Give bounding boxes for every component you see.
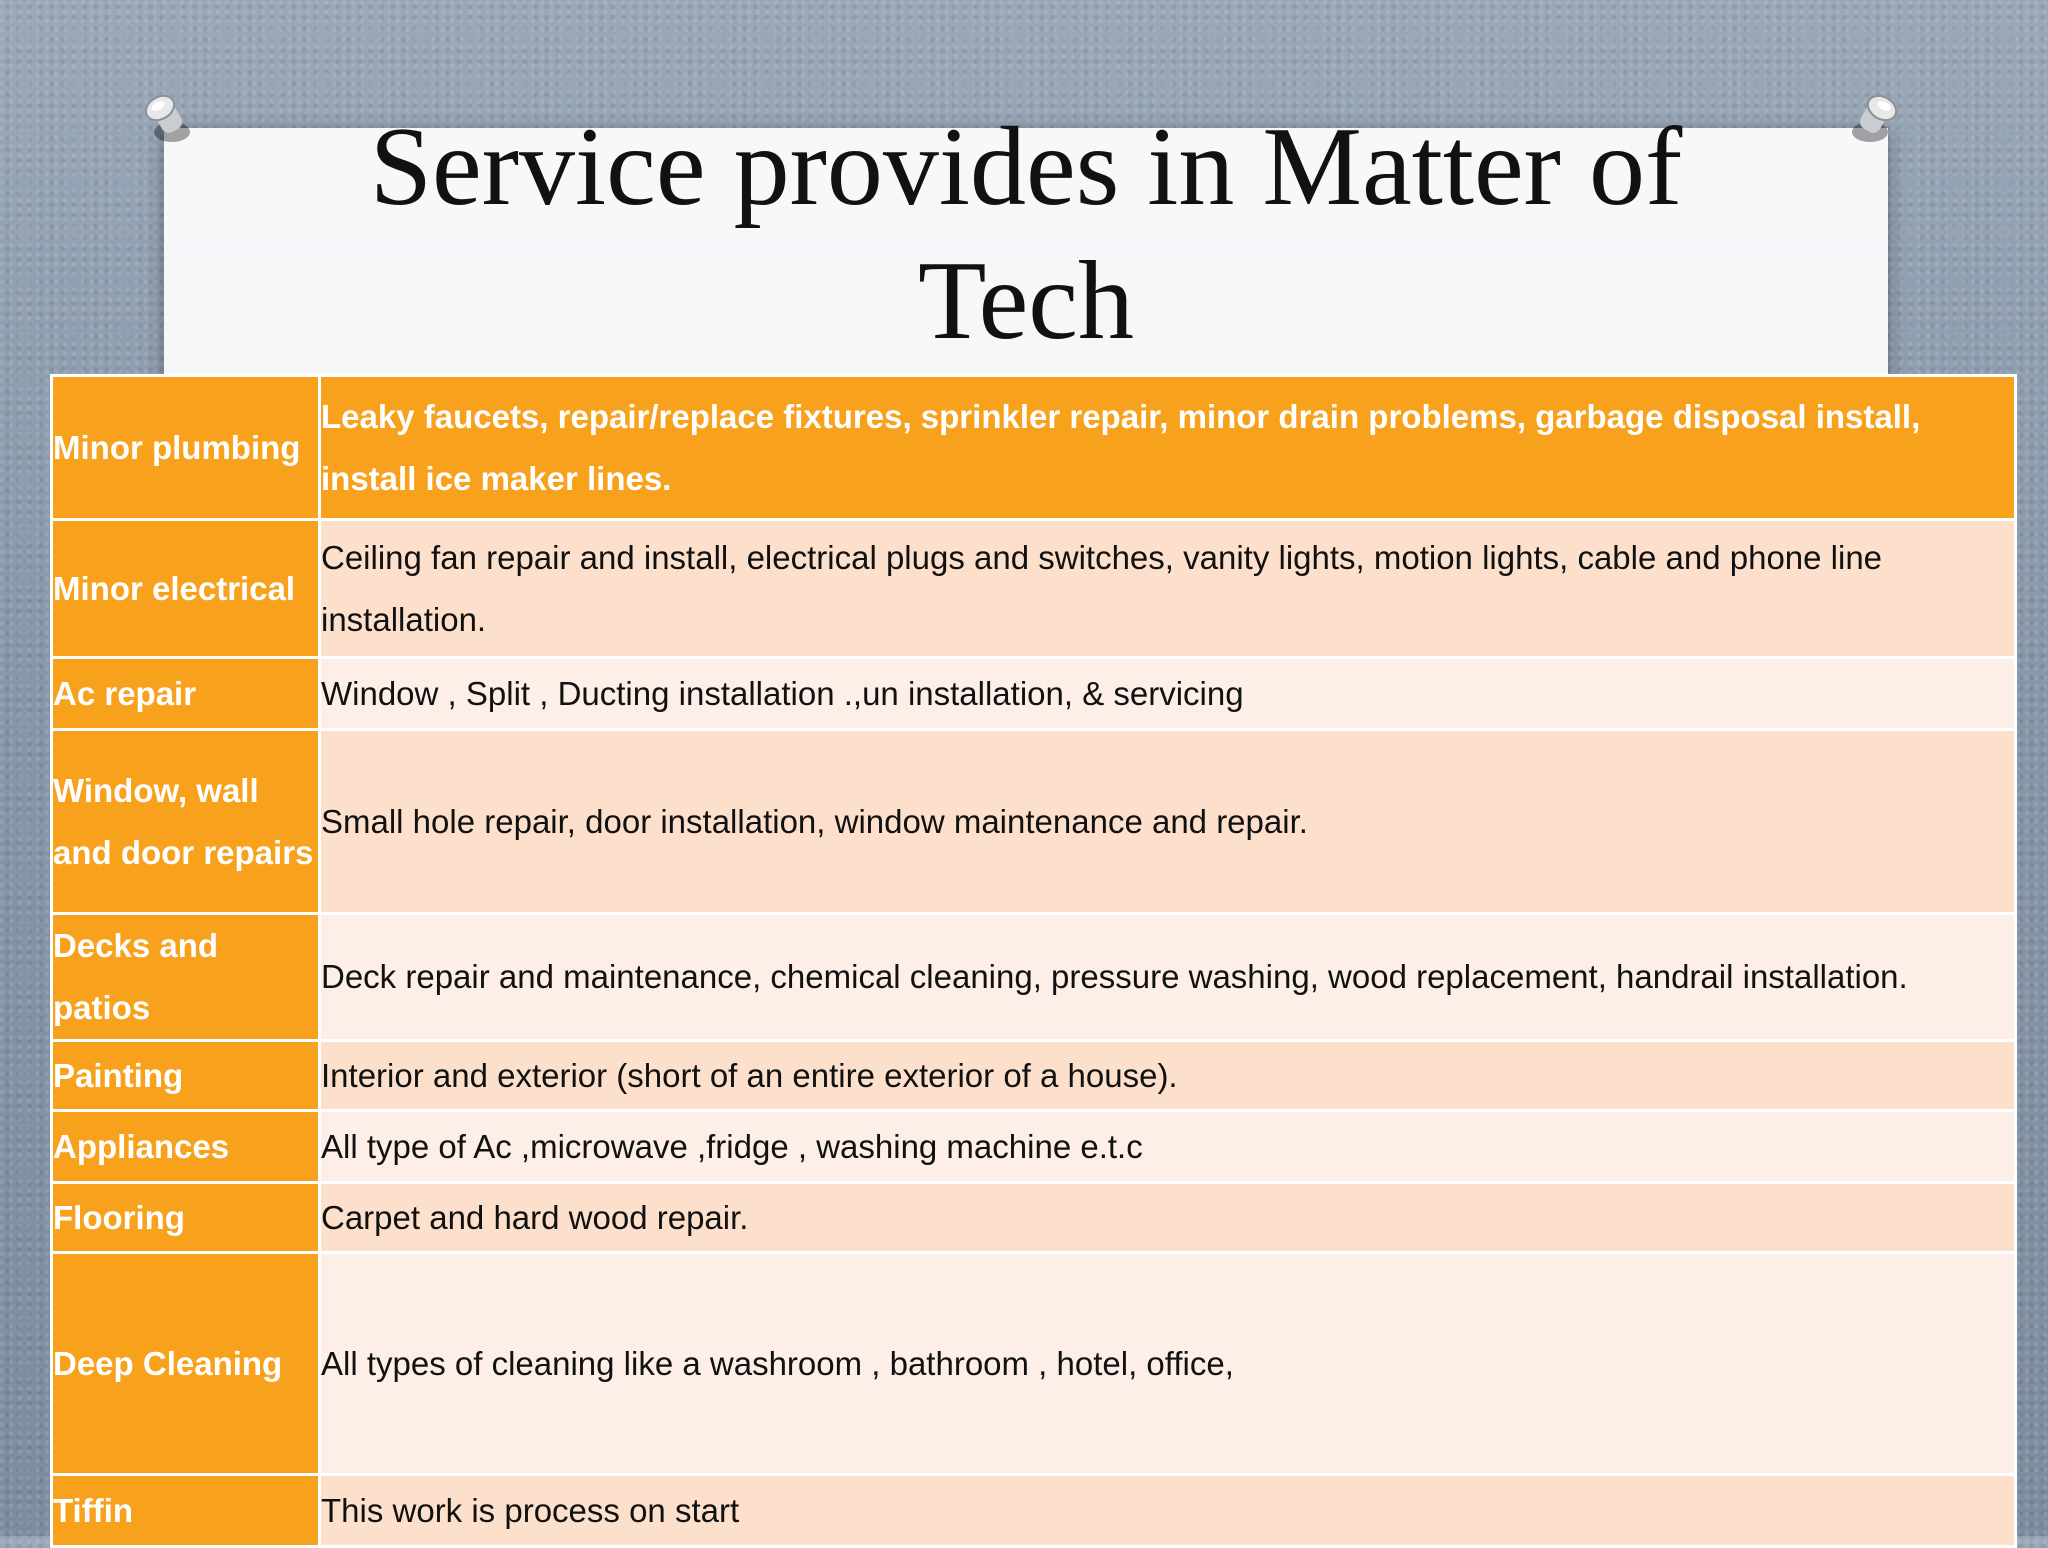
service-name: Tiffin: [52, 1475, 320, 1547]
table-row: [52, 914, 2016, 1041]
service-description: Leaky faucets, repair/replace fixtures, sprinkler repair, minor drain problems, garbage disposal install, install ice maker lines.: [320, 376, 2016, 520]
service-name: Decks and patios: [52, 914, 320, 1041]
service-description: Carpet and hard wood repair.: [320, 1183, 2016, 1253]
table-row: [52, 376, 2016, 520]
slide-title-line-2: Tech: [917, 239, 1134, 363]
service-name: Minor electrical: [52, 520, 320, 658]
service-name: Painting: [52, 1041, 320, 1111]
service-name: Window, wall and door repairs: [52, 730, 320, 914]
service-description: Small hole repair, door installation, window maintenance and repair.: [320, 730, 2016, 914]
service-description: Deck repair and maintenance, chemical cleaning, pressure washing, wood replacement, handrail installation.: [320, 914, 2016, 1041]
table-row: [52, 1183, 2016, 1253]
service-description: Window , Split , Ducting installation .,un installation, & servicing: [320, 658, 2016, 730]
table-row: [52, 1253, 2016, 1475]
service-description: All type of Ac ,microwave ,fridge , washing machine e.t.c: [320, 1111, 2016, 1183]
table-row: [52, 520, 2016, 658]
service-name: Minor plumbing: [52, 376, 320, 520]
table-row: [52, 1111, 2016, 1183]
services-table: [50, 374, 2017, 1548]
slide-title-line-1: Service provides in Matter of: [369, 105, 1683, 229]
table-row: [52, 1041, 2016, 1111]
service-name: Flooring: [52, 1183, 320, 1253]
service-description: All types of cleaning like a washroom , bathroom , hotel, office,: [320, 1253, 2016, 1475]
service-name: Appliances: [52, 1111, 320, 1183]
service-name: Deep Cleaning: [52, 1253, 320, 1475]
slide-title: [164, 100, 1888, 368]
service-description: Interior and exterior (short of an entire exterior of a house).: [320, 1041, 2016, 1111]
service-name: Ac repair: [52, 658, 320, 730]
service-description: This work is process on start: [320, 1475, 2016, 1547]
table-row: [52, 658, 2016, 730]
service-description: Ceiling fan repair and install, electrical plugs and switches, vanity lights, motion lights, cable and phone line installation.: [320, 520, 2016, 658]
table-row: [52, 730, 2016, 914]
